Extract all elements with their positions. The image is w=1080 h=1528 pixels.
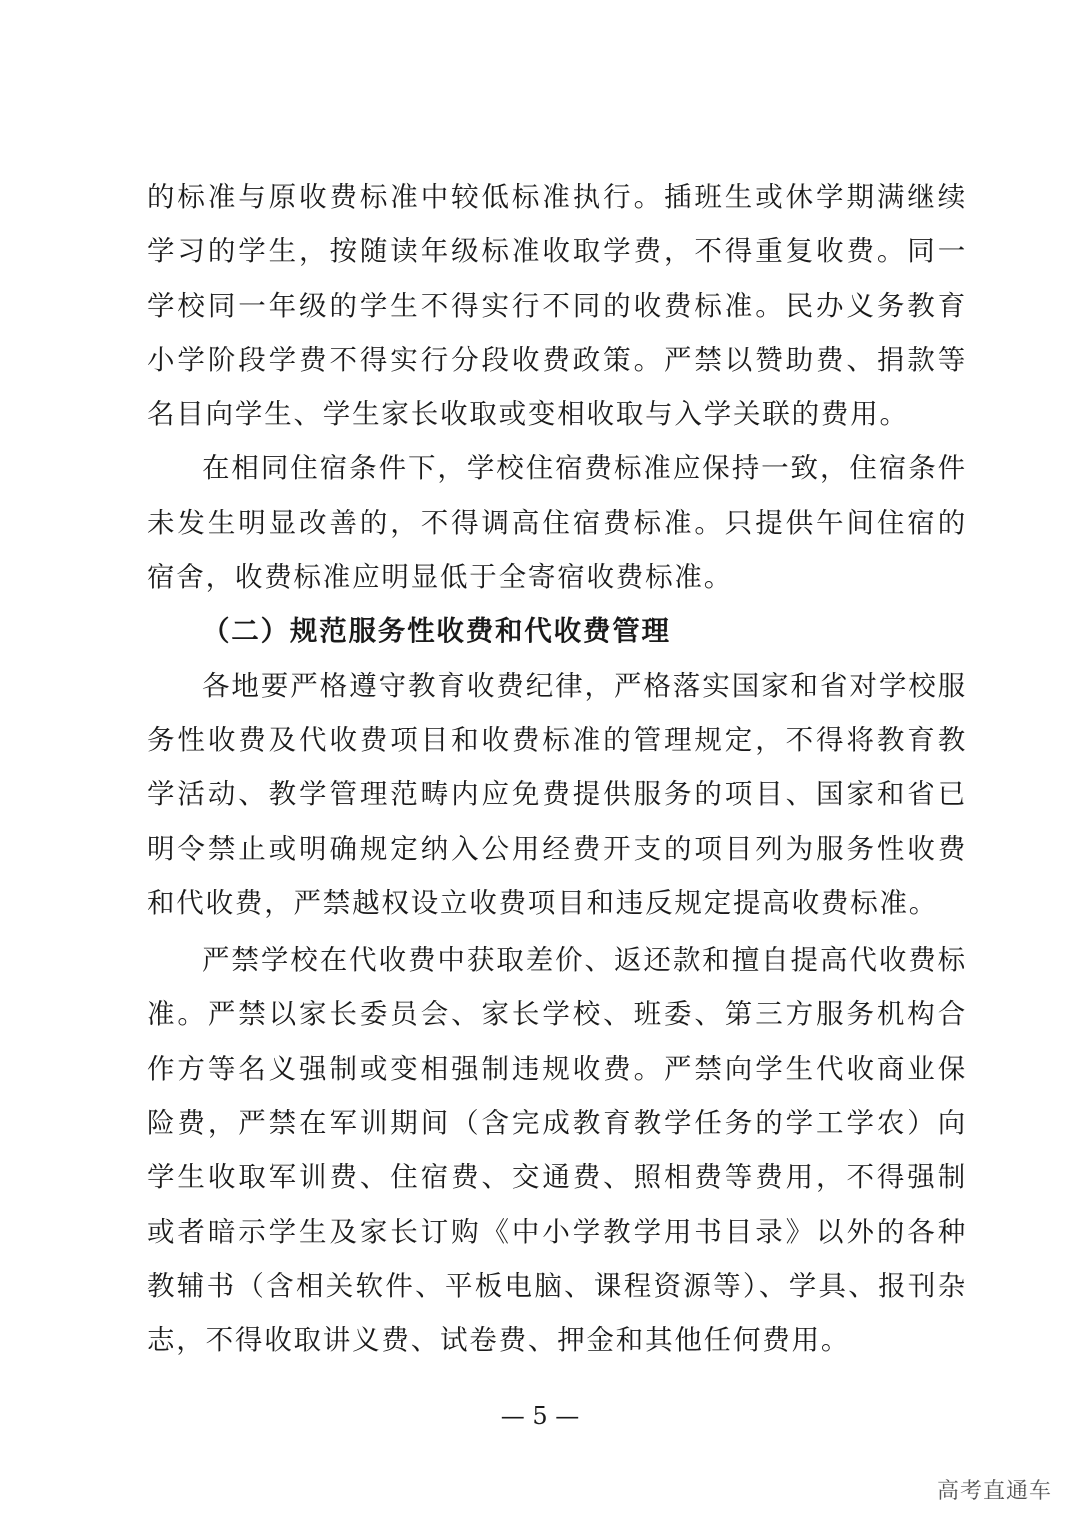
document-body [147, 170, 967, 1368]
watermark-text: 高考直通车 [936, 1479, 1052, 1504]
paragraph-1: 的标准与原收费标准中较低标准执行。插班生或休学期满继续学习的学生，按随读年级标准收取学费，不得重复收费。同一学校同一年级的学生不得实行不同的收费标准。民办义务教育小学阶段学费不得实行分段收费政策。严禁以赞助费、捐款等名目向学生、学生家长收取或变相收取与入学关联的费用。 [147, 181, 967, 431]
paragraph-4: 严禁学校在代收费中获取差价、返还款和擅自提高代收费标准。严禁以家长委员会、家长学校、班委、第三方服务机构合作方等名义强制或变相强制违规收费。严禁向学生代收商业保险费，严禁在军训期间（含完成教育教学任务的学工学农）向学生收取军训费、住宿费、交通费、照相费等费用，不得强制或者暗示学生及家长订购《中小学教学用书目录》以外的各种教辅书（含相关软件、平板电脑、课程资源等）、学具、报刊杂志，不得收取讲义费、试卷费、押金和其他任何费用。 [147, 944, 967, 1357]
section-heading: （二）规范服务性收费和代收费管理 [202, 615, 671, 648]
page-number: — 5 — [500, 1402, 580, 1430]
paragraph-2: 在相同住宿条件下，学校住宿费标准应保持一致，住宿条件未发生明显改善的，不得调高住宿费标准。只提供午间住宿的宿舍，收费标准应明显低于全寄宿收费标准。 [147, 452, 967, 594]
paragraph-3: 各地要严格遵守教育收费纪律，严格落实国家和省对学校服务性收费及代收费项目和收费标准的管理规定，不得将教育教学活动、教学管理范畴内应免费提供服务的项目、国家和省已明令禁止或明确规定纳入公用经费开支的项目列为服务性收费和代收费，严禁越权设立收费项目和违反规定提高收费标准。 [147, 669, 967, 919]
